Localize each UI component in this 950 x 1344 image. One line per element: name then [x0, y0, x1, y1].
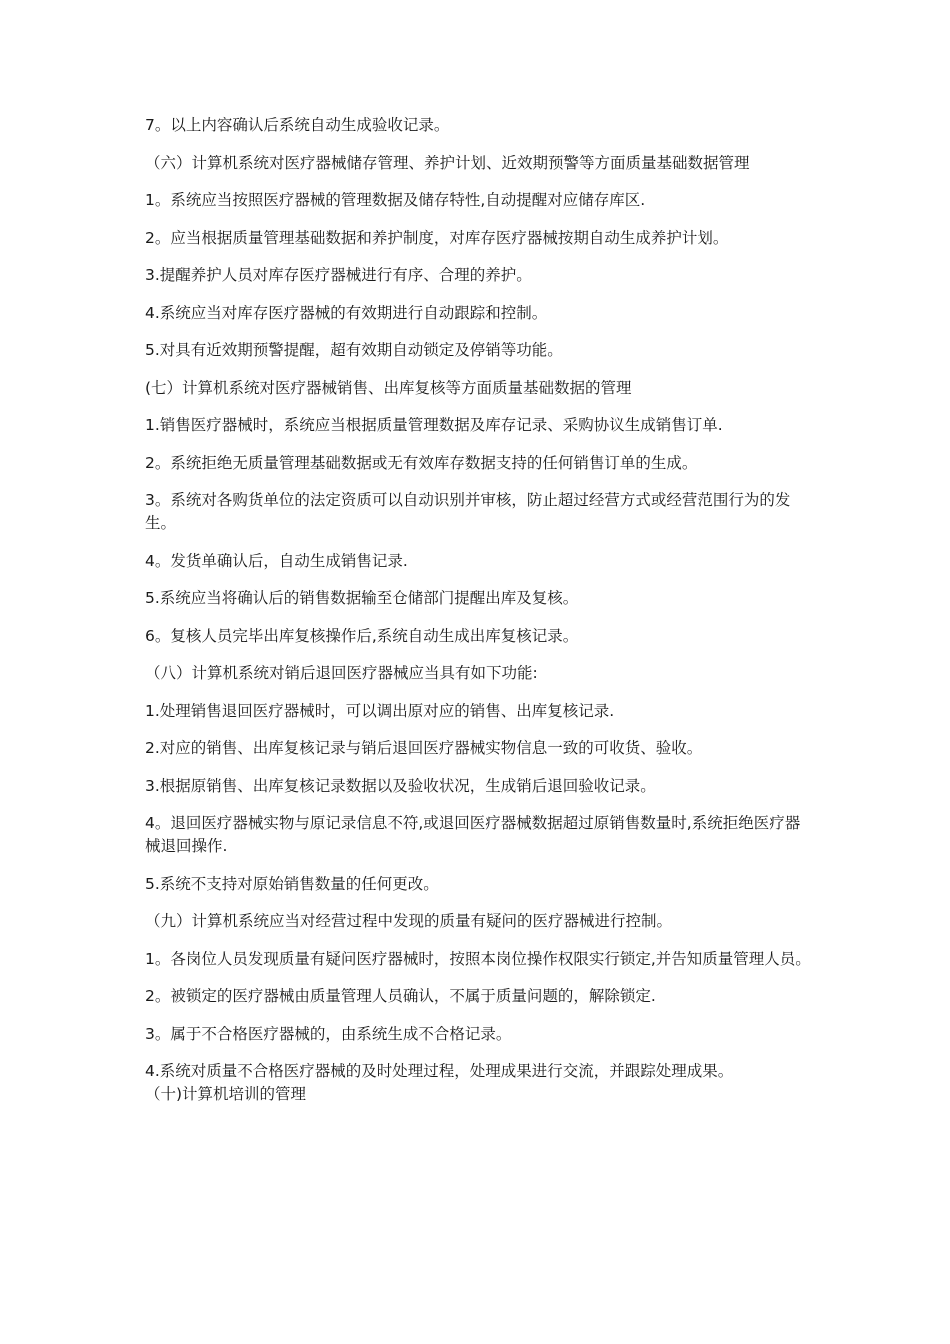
section-heading-7: (七）计算机系统对医疗器械销售、出库复核等方面质量基础数据的管理 — [145, 378, 632, 397]
paragraph-6-4: 4.系统应当对库存医疗器械的有效期进行自动跟踪和控制。 — [145, 303, 548, 322]
paragraph-9-1: 1。各岗位人员发现质量有疑问医疗器械时，按照本岗位操作权限实行锁定,并告知质量管理人员。 — [145, 949, 811, 968]
paragraph-8-1: 1.处理销售退回医疗器械时，可以调出原对应的销售、出库复核记录. — [145, 701, 615, 720]
paragraph-7-2: 2。系统拒绝无质量管理基础数据或无有效库存数据支持的任何销售订单的生成。 — [145, 453, 698, 472]
paragraph-7-6: 6。复核人员完毕出库复核操作后,系统自动生成出库复核记录。 — [145, 626, 579, 645]
paragraph-8-3: 3.根据原销售、出库复核记录数据以及验收状况，生成销后退回验收记录。 — [145, 776, 656, 795]
paragraph-6-1: 1。系统应当按照医疗器械的管理数据及储存特性,自动提醒对应储存库区. — [145, 191, 646, 209]
paragraph-9-3: 3。属于不合格医疗器械的，由系统生成不合格记录。 — [145, 1024, 512, 1043]
paragraph-7-4: 4。发货单确认后，自动生成销售记录. — [145, 551, 408, 570]
paragraph-7-1: 1.销售医疗器械时，系统应当根据质量管理数据及库存记录、采购协议生成销售订单. — [145, 416, 723, 434]
section-heading-6: （六）计算机系统对医疗器械储存管理、养护计划、近效期预警等方面质量基础数据管理 — [145, 153, 750, 172]
paragraph-1: 7。以上内容确认后系统自动生成验收记录。 — [145, 116, 450, 134]
document-body — [145, 114, 815, 1121]
paragraph-9-4: 4.系统对质量不合格医疗器械的及时处理过程，处理成果进行交流，并跟踪处理成果。 — [145, 1062, 734, 1080]
paragraph-7-5: 5.系统应当将确认后的销售数据输至仓储部门提醒出库及复核。 — [145, 589, 579, 607]
paragraph-6-2: 2。应当根据质量管理基础数据和养护制度，对库存医疗器械按期自动生成养护计划。 — [145, 228, 729, 247]
paragraph-6-5: 5.对具有近效期预警提醒，超有效期自动锁定及停销等功能。 — [145, 341, 563, 359]
paragraph-6-3: 3.提醒养护人员对库存医疗器械进行有序、合理的养护。 — [145, 266, 532, 284]
paragraph-7-3: 3。系统对各购货单位的法定资质可以自动识别并审核，防止超过经营方式或经营范围行为的发生。 — [145, 491, 791, 532]
section-heading-10: （十)计算机培训的管理 — [145, 1085, 307, 1103]
paragraph-9-2: 2。被锁定的医疗器械由质量管理人员确认，不属于质量问题的，解除锁定. — [145, 987, 656, 1005]
paragraph-8-2: 2.对应的销售、出库复核记录与销后退回医疗器械实物信息一致的可收货、验收。 — [145, 739, 703, 757]
paragraph-8-4: 4。退回医疗器械实物与原记录信息不符,或退回医疗器械数据超过原销售数量时,系统拒绝医疗器械退回操作. — [145, 814, 801, 855]
section-heading-9: （九）计算机系统应当对经营过程中发现的质量有疑问的医疗器械进行控制。 — [145, 912, 673, 930]
paragraph-8-5: 5.系统不支持对原始销售数量的任何更改。 — [145, 874, 439, 893]
section-heading-8: （八）计算机系统对销后退回医疗器械应当具有如下功能: — [145, 664, 538, 682]
